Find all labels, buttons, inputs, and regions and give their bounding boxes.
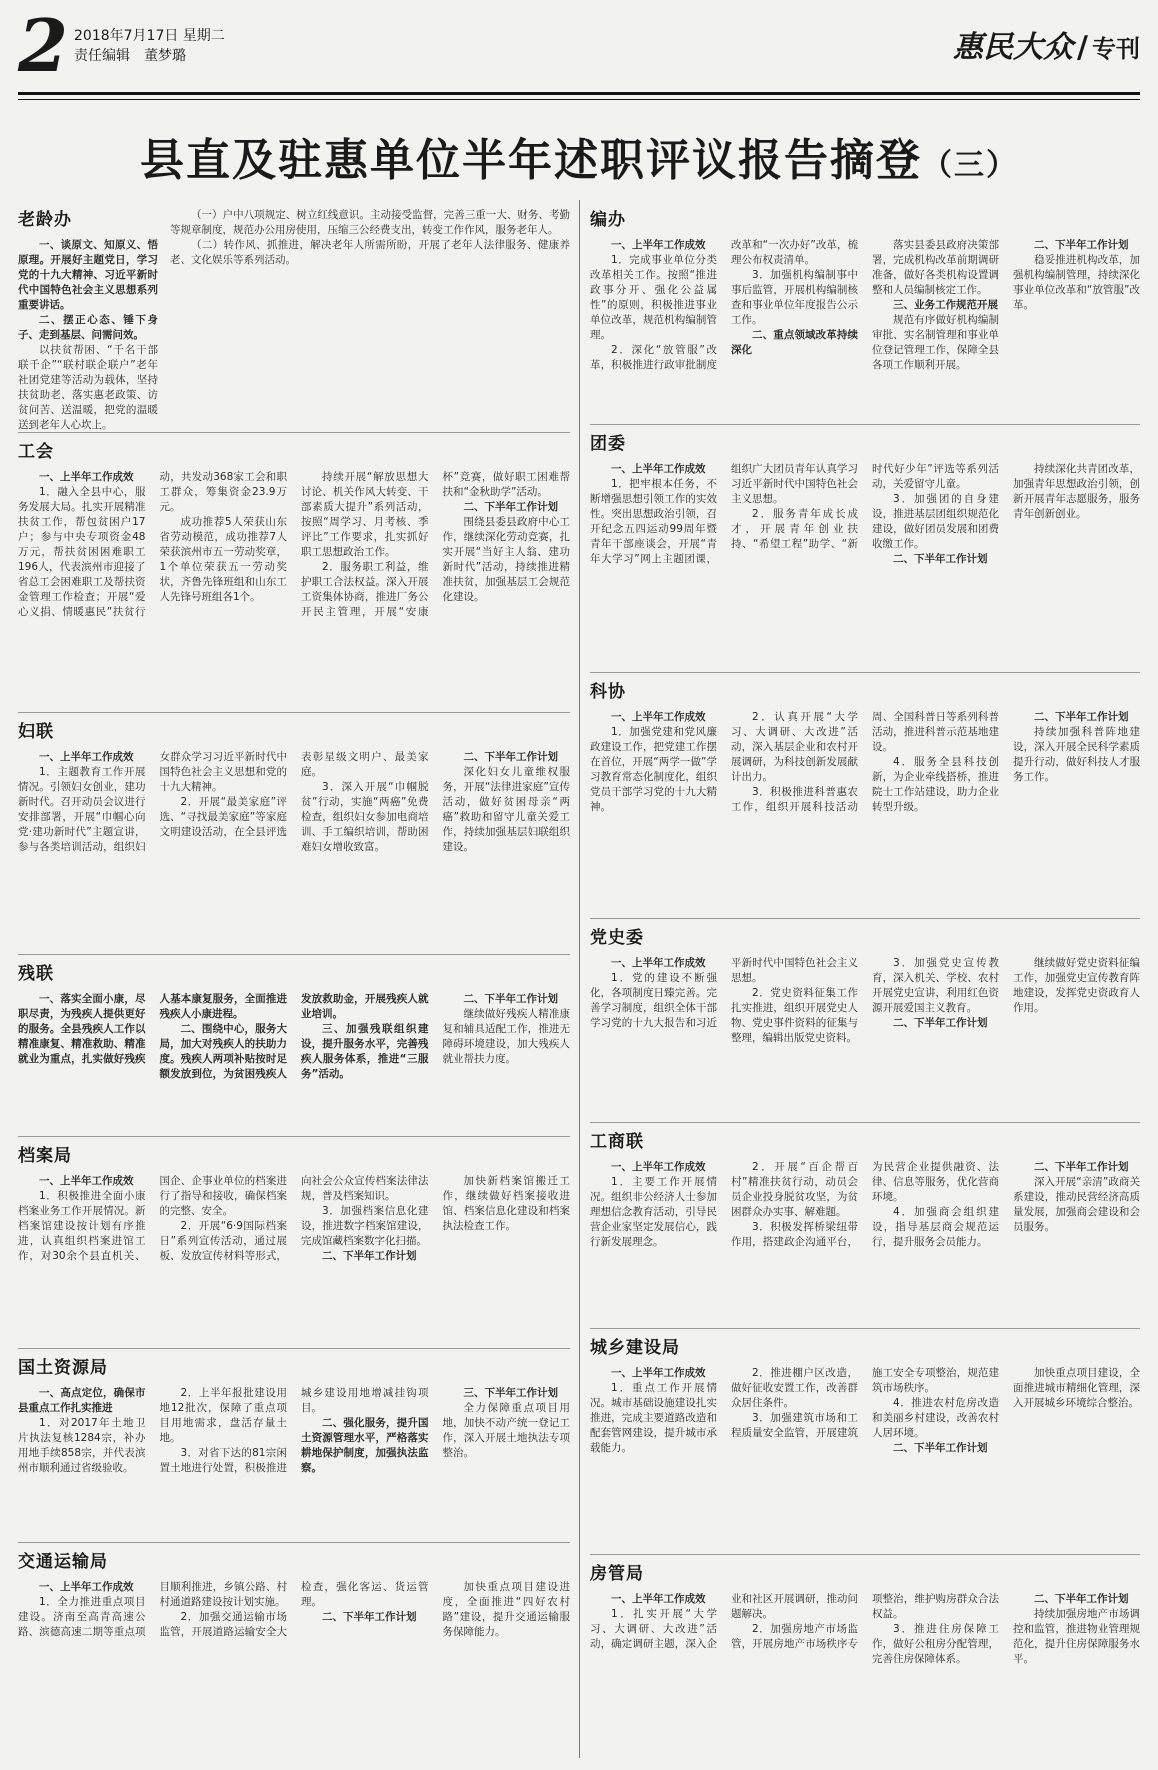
paragraph: 1．主题教育工作开展情况。引领妇女创业，建功新时代。召开动员会议进行安排部署，开展“巾帼心向党·建功新时代”主题宣讲，参与各类培训活动，组织妇女群众学习习近平新时代中国特色社会主义思想和党的十九大精神。	[18, 751, 287, 853]
section-divider	[18, 1348, 570, 1349]
paragraph: 一、上半年工作成效	[39, 471, 134, 483]
section-title: 妇联	[18, 722, 54, 742]
section-gongshanglian	[590, 1130, 1140, 1326]
paragraph: 二、下半年工作计划	[463, 993, 558, 1005]
paragraph: 继续做好党史资料征编工作，加强党史宣传教育阵地建设，发挥党史资政育人作用。	[1013, 957, 1140, 1014]
paragraph: 持续加强房地产市场调控和监管，推进物业管理规范化，提升住房保障服务水平。	[1013, 1608, 1140, 1665]
paragraph: 一、上半年工作成效	[611, 1367, 706, 1379]
section-title: 党史委	[590, 928, 644, 948]
paragraph: 1．积极推进全面小康档案业务工作开展情况。新档案馆建设按计划有序推进，认真组织档案进馆工作，对30余个县直机关、国企、企事业单位的档案进行了指导和接收，确保档案的完整、安全。	[18, 1175, 287, 1262]
paragraph: 成功推荐5人荣获山东省劳动模范，成功推荐7人荣获滨州市五一劳动奖章，1个单位荣获五一劳动奖状，齐鲁先锋班组和山东工人先锋号班组各1个。	[159, 516, 287, 603]
section-body	[590, 710, 1140, 916]
paragraph: 一、落实全面小康，尽职尽责，为残疾人提供更好的服务。全县残疾人工作以精准康复、精准救助、精准就业为重点，扎实做好残疾人基本康复服务，全面推进残疾人小康进程。	[18, 993, 287, 1065]
paragraph: 三、业务工作规范开展	[893, 299, 998, 311]
page-number: 2	[18, 3, 69, 88]
masthead	[18, 3, 1140, 100]
paragraph: 一、高点定位，确保市县重点工作扎实推进	[18, 1387, 146, 1414]
paragraph: 二、下半年工作计划	[893, 1017, 988, 1029]
dateline	[74, 26, 225, 66]
paragraph: 一、上半年工作成效	[611, 1161, 706, 1173]
section-title: 编办	[590, 210, 626, 230]
page-headline	[0, 124, 1158, 188]
paragraph: 2．开展“最美家庭”评选、“寻找最美家庭”等家庭文明建设活动，在全县评选表彰星级文明户、最美家庭。	[159, 751, 429, 838]
section-tuanwei	[590, 432, 1140, 670]
section-divider	[590, 1554, 1140, 1555]
paragraph: 持续加强科普阵地建设，深入开展全民科学素质提升行动，做好科技人才服务工作。	[1013, 726, 1140, 783]
paragraph: 三、下半年工作计划	[463, 1387, 558, 1399]
section-title: 科协	[590, 682, 626, 702]
paragraph: 以扶贫帮困、“千名干部联千企”“联村联企联户”老年社团党建等活动为载体，坚持扶贫助老、落实惠老政策、访贫问苦、送温暖，把党的温暖送到老年人心坎上。	[18, 344, 158, 430]
paragraph: 2．推进棚户区改造，做好征收安置工作，改善群众居住条件。	[731, 1367, 858, 1409]
section-title: 团委	[590, 434, 626, 454]
section-divider	[18, 712, 570, 713]
paragraph: 一、上半年工作成效	[611, 463, 706, 475]
paragraph: 3．对省下达的81宗闲置土地进行处置，积极推进城乡建设用地增减挂钩项目。	[159, 1387, 429, 1474]
section-dangshiwei	[590, 926, 1140, 1120]
paragraph: 3．加强机构编制事中事后监管，开展机构编制核查和事业单位年度报告公示工作。	[731, 269, 858, 326]
paragraph: 1．加强党建和党风廉政建设工作，把党建工作摆在首位，开展“两学一做”学习教育常态化制度化，组织党员干部学习党的十九大精神。	[590, 726, 717, 813]
section-body	[590, 238, 1140, 422]
section-laoling-cont	[170, 208, 570, 430]
section-title: 残联	[18, 964, 54, 984]
paragraph: 二、下半年工作计划	[322, 1250, 417, 1262]
section-body	[590, 1366, 1140, 1552]
paragraph: 深化妇女儿童维权服务，开展“法律进家庭”宣传活动，做好贫困母亲“两癌”救助和留守儿童关爱工作，持续加强基层妇联组织建设。	[442, 766, 570, 853]
issue-date: 2018年7月17日 星期二	[74, 28, 225, 44]
paragraph: 2．认真开展“大学习、大调研、大改进”活动，深入基层企业和农村开展调研，为科技创新发展献计出力。	[731, 711, 858, 783]
paragraph: 2．服务职工利益，维护职工合法权益。深入开展工资集体协商，推进厂务公开民主管理，开展“安康杯”竞赛，做好职工困难帮扶和“金秋助学”活动。	[301, 471, 570, 618]
paragraph: 3．推进住房保障工作，做好公租房分配管理，完善住房保障体系。	[872, 1623, 999, 1665]
section-fangguanju	[590, 1562, 1140, 1758]
paragraph: 二、下半年工作计划	[893, 553, 988, 565]
brand-name: 惠民大众	[953, 30, 1074, 65]
section-laoling	[18, 208, 158, 430]
paragraph: 2．开展“6·9国际档案日”系列宣传活动，通过展板、发放宣传材料等形式，向社会公众宣传档案法律法规，普及档案知识。	[159, 1175, 429, 1262]
paragraph: 3．加强党史宣传教育，深入机关、学校、农村开展党史宣讲，利用红色资源开展爱国主义教育。	[872, 957, 999, 1014]
section-body	[18, 470, 570, 710]
section-title: 档案局	[18, 1146, 72, 1166]
paragraph: 3．积极发挥桥梁纽带作用，搭建政企沟通平台，为民营企业提供融资、法律、信息等服务，优化营商环境。	[731, 1161, 999, 1248]
section-divider	[18, 432, 570, 433]
paragraph: 1．扎实开展“大学习、大调研、大改进”活动，确定调研主题，深入企业和社区开展调研，推动问题解决。	[590, 1593, 858, 1650]
paragraph: 围绕县委县政府中心工作，继续深化劳动竞赛，扎实开展“当好主人翁、建功新时代”活动，持续推进精准扶贫，加强基层工会规范化建设。	[442, 516, 570, 603]
paragraph: 2．加强房地产市场监管，开展房地产市场秩序专项整治，维护购房群众合法权益。	[731, 1593, 999, 1650]
section-chengxiang	[590, 1336, 1140, 1552]
paragraph: 3．加强建筑市场和工程质量安全监管，开展建筑施工安全专项整治，规范建筑市场秩序。	[731, 1367, 999, 1439]
section-jiaotong	[18, 1550, 570, 1758]
section-title: 工会	[18, 442, 54, 462]
paragraph: 1．融入全县中心，服务发展大局。扎实开展精准扶贫工作，帮包贫困户17户；参与中央专项资金48万元，帮扶贫困困难职工196人，代表滨州市迎接了省总工会困难职工及帮扶资金管理工作检查；开展“爱心义捐、情暖惠民”扶贫行动，共发动368家工会和职工群众，筹集资金23.9万元。	[18, 471, 287, 618]
column-name: 专刊	[1092, 34, 1140, 63]
paragraph: 二、下半年工作计划	[1034, 1161, 1129, 1173]
paragraph: 稳妥推进机构改革，加强机构编制管理，持续深化事业单位改革和“放管服”改革。	[1013, 254, 1140, 311]
paragraph: 3．加强团的自身建设，推进基层团组织规范化建设，做好团员发展和团费收缴工作。	[872, 493, 999, 550]
newspaper-brand: 惠民大众 / 专刊	[953, 30, 1140, 65]
section-body	[18, 992, 570, 1134]
section-gonghui	[18, 440, 570, 710]
section-title: 交通运输局	[18, 1552, 108, 1572]
paragraph: （二）转作风、抓推进，解决老年人所需所盼，开展了老年人法律服务、健康养老、文化娱乐等系列活动。	[170, 239, 570, 266]
paragraph: 一、上半年工作成效	[39, 1175, 134, 1187]
paragraph: 二、下半年工作计划	[1034, 239, 1129, 251]
center-divider	[579, 200, 580, 1758]
paragraph: 4．服务全县科技创新，为企业牵线搭桥，推进院士工作站建设，助力企业转型升级。	[872, 756, 999, 813]
paragraph: 一、上半年工作成效	[611, 1593, 706, 1605]
headline-issue: （三）	[922, 148, 1018, 183]
paragraph: 持续开展“解放思想大讨论、机关作风大转变、干部素质大提升”系列活动，按照“周学习、月考核、季评比”工作要求，扎实抓好职工思想政治工作。	[301, 471, 429, 558]
paragraph: 规范有序做好机构编制审批、实名制管理和事业单位登记管理工作，保障全县各项工作顺利开展。	[872, 314, 999, 371]
section-body	[18, 1174, 570, 1346]
paragraph: 2．深化“放管服”改革，积极推进行政审批制度改革和“一次办好”改革，梳理公布权责清单。	[590, 239, 858, 371]
section-divider	[590, 1122, 1140, 1123]
section-title: 房管局	[590, 1564, 644, 1584]
paragraph: 二、围绕中心，服务大局，加大对残疾人的扶助力度。残疾人两项补贴按时足额发放到位，为贫困残疾人发放救助金，开展残疾人就业培训。	[159, 993, 429, 1080]
section-body	[18, 1386, 570, 1540]
section-divider	[18, 1136, 570, 1137]
section-body	[18, 238, 158, 430]
paragraph: 二、强化服务，提升国土资源管理水平，严格落实耕地保护制度，加强执法监察。	[301, 1417, 429, 1474]
section-title: 老龄办	[18, 210, 72, 230]
section-title: 城乡建设局	[590, 1338, 680, 1358]
paragraph: 继续做好残疾人精准康复和辅具适配工作，推进无障碍环境建设，加大残疾人就业帮扶力度。	[442, 1008, 570, 1065]
paragraph: 1．把牢根本任务，不断增强思想引领工作的实效性。突出思想政治引领，召开纪念五四运动99周年暨青年干部座谈会，开展“青年大学习”网上主题团课，组织广大团员青年认真学习习近平新时代中国特色社会主义思想。	[590, 463, 858, 565]
section-kexie	[590, 680, 1140, 916]
section-body	[590, 1592, 1140, 1758]
section-canlian	[18, 962, 570, 1134]
section-body	[170, 208, 570, 430]
paragraph: 4．加强商会组织建设，指导基层商会规范运行，提升服务会员能力。	[872, 1206, 999, 1248]
paragraph: 1．全力推进重点项目建设。济南至高青高速公路、滨德高速二期等重点项目顺利推进，乡镇公路、村村通道路建设按计划实施。	[18, 1581, 287, 1638]
section-title: 工商联	[590, 1132, 644, 1152]
paragraph: 落实县委县政府决策部署，完成机构改革前期调研准备，做好各类机构设置调整和人员编制核定工作。	[872, 239, 999, 296]
paragraph: 2．加强交通运输市场监管，开展道路运输安全大检查，强化客运、货运管理。	[159, 1581, 429, 1638]
section-body	[590, 462, 1140, 670]
paragraph: 3．深入开展“巾帼脱贫”行动，实施“两癌”免费检查，组织妇女参加电商培训、手工编织培训，帮助困难妇女增收致富。	[301, 781, 429, 853]
paragraph: 3．加强档案信息化建设，推进数字档案馆建设，完成馆藏档案数字化扫描。	[301, 1205, 429, 1247]
paragraph: 二、重点领域改革持续深化	[731, 329, 858, 356]
paragraph: 1．主要工作开展情况。组织非公经济人士参加理想信念教育活动，引导民营企业家坚定发展信心，践行新发展理念。	[590, 1176, 717, 1248]
section-body	[18, 750, 570, 952]
paragraph: 三、加强残联组织建设，提升服务水平，完善残疾人服务体系，推进“三服务”活动。	[301, 1023, 429, 1080]
paragraph: 二、下半年工作计划	[322, 1611, 417, 1623]
section-guotu	[18, 1356, 570, 1540]
paragraph: （一）户中八项规定、树立红线意识。主动接受监督，完善三重一大、财务、考勤等规章制度，规范办公用房使用，压缩三公经费支出，转变工作作风，服务老年人。	[170, 209, 570, 236]
paragraph: 1．完成事业单位分类改革相关工作。按照“推进政事分开、强化公益属性”的原则，积极推进事业单位改革，规范机构编制管理。	[590, 254, 717, 341]
editor-credit: 责任编辑 董梦璐	[74, 48, 186, 64]
paragraph: 深入开展“亲清”政商关系建设，推动民营经济高质量发展，加强商会建设和会员服务。	[1013, 1176, 1140, 1233]
paragraph: 二、下半年工作计划	[1034, 711, 1129, 723]
paragraph: 一、上半年工作成效	[611, 957, 706, 969]
masthead-rule	[18, 92, 1140, 100]
paragraph: 2．上半年报批建设用地12批次，保障了重点项目用地需求，盘活存量土地。	[159, 1387, 287, 1444]
section-fulian	[18, 720, 570, 952]
paragraph: 二、下半年工作计划	[463, 501, 558, 513]
paragraph: 2．服务青年成长成才，开展青年创业扶持、“希望工程”助学、“新时代好少年”评选等系列活动，关爱留守儿童。	[731, 463, 999, 550]
paragraph: 一、上半年工作成效	[611, 711, 706, 723]
section-divider	[590, 918, 1140, 919]
paragraph: 2．党史资料征集工作扎实推进，组织开展党史人物、党史事件资料的征集与整理，编辑出版党史资料。	[731, 987, 858, 1044]
section-body	[590, 956, 1140, 1120]
paragraph: 二、下半年工作计划	[893, 1442, 988, 1454]
section-body	[18, 1580, 570, 1758]
section-divider	[590, 672, 1140, 673]
paragraph: 一、上半年工作成效	[611, 239, 706, 251]
paragraph: 全力保障重点项目用地，加快不动产统一登记工作，深入开展土地执法专项整治。	[442, 1402, 570, 1459]
section-divider	[590, 1328, 1140, 1329]
section-divider	[18, 954, 570, 955]
paragraph: 4．推进农村危房改造和美丽乡村建设，改善农村人居环境。	[872, 1397, 999, 1439]
paragraph: 一、上半年工作成效	[39, 751, 134, 763]
paragraph: 一、谈原文、知原义、悟原理。开展好主题党日，学习党的十九大精神、习近平新时代中国特色社会主义思想系列重要讲话。	[18, 239, 158, 311]
paragraph: 1．重点工作开展情况。城市基础设施建设扎实推进，完成主要道路改造和配套管网建设，提升城市承载能力。	[590, 1382, 717, 1454]
section-bianban	[590, 208, 1140, 422]
paragraph: 一、上半年工作成效	[39, 1581, 134, 1593]
section-body	[590, 1160, 1140, 1326]
paragraph: 3．积极推进科普惠农工作，组织开展科技活动周、全国科普日等系列科普活动，推进科普示范基地建设。	[731, 711, 999, 813]
paragraph: 加快新档案馆搬迁工作，继续做好档案接收进馆、档案信息化建设和档案执法检查工作。	[442, 1175, 570, 1232]
paragraph: 加快重点项目建设进度，全面推进“四好农村路”建设，提升交通运输服务保障能力。	[442, 1581, 570, 1638]
paragraph: 加快重点项目建设，全面推进城市精细化管理，深入开展城乡环境综合整治。	[1013, 1367, 1140, 1409]
paragraph: 二、摆正心态、锤下身子、走到基层、问需问效。	[18, 314, 158, 341]
paragraph: 持续深化共青团改革，加强青年思想政治引领，创新开展青年志愿服务，服务青年创新创业。	[1013, 463, 1140, 520]
section-divider	[590, 424, 1140, 425]
section-divider	[18, 1542, 570, 1543]
paragraph: 1．对2017年土地卫片执法复核1284宗，补办用地手续858宗，并代表滨州市顺利通过省级验收。	[18, 1417, 146, 1474]
headline-title: 县直及驻惠单位半年述职评议报告摘登	[140, 135, 922, 186]
paragraph: 2．开展“百企帮百村”精准扶贫行动，动员会员企业投身脱贫攻坚，为贫困群众办实事、解难题。	[731, 1161, 858, 1218]
paragraph: 1．党的建设不断强化，各项制度日臻完善。完善学习制度，组织全体干部学习党的十九大报告和习近平新时代中国特色社会主义思想。	[590, 957, 858, 1029]
paragraph: 二、下半年工作计划	[463, 751, 558, 763]
paragraph: 二、下半年工作计划	[1034, 1593, 1129, 1605]
section-danganju	[18, 1144, 570, 1346]
section-title: 国土资源局	[18, 1358, 108, 1378]
